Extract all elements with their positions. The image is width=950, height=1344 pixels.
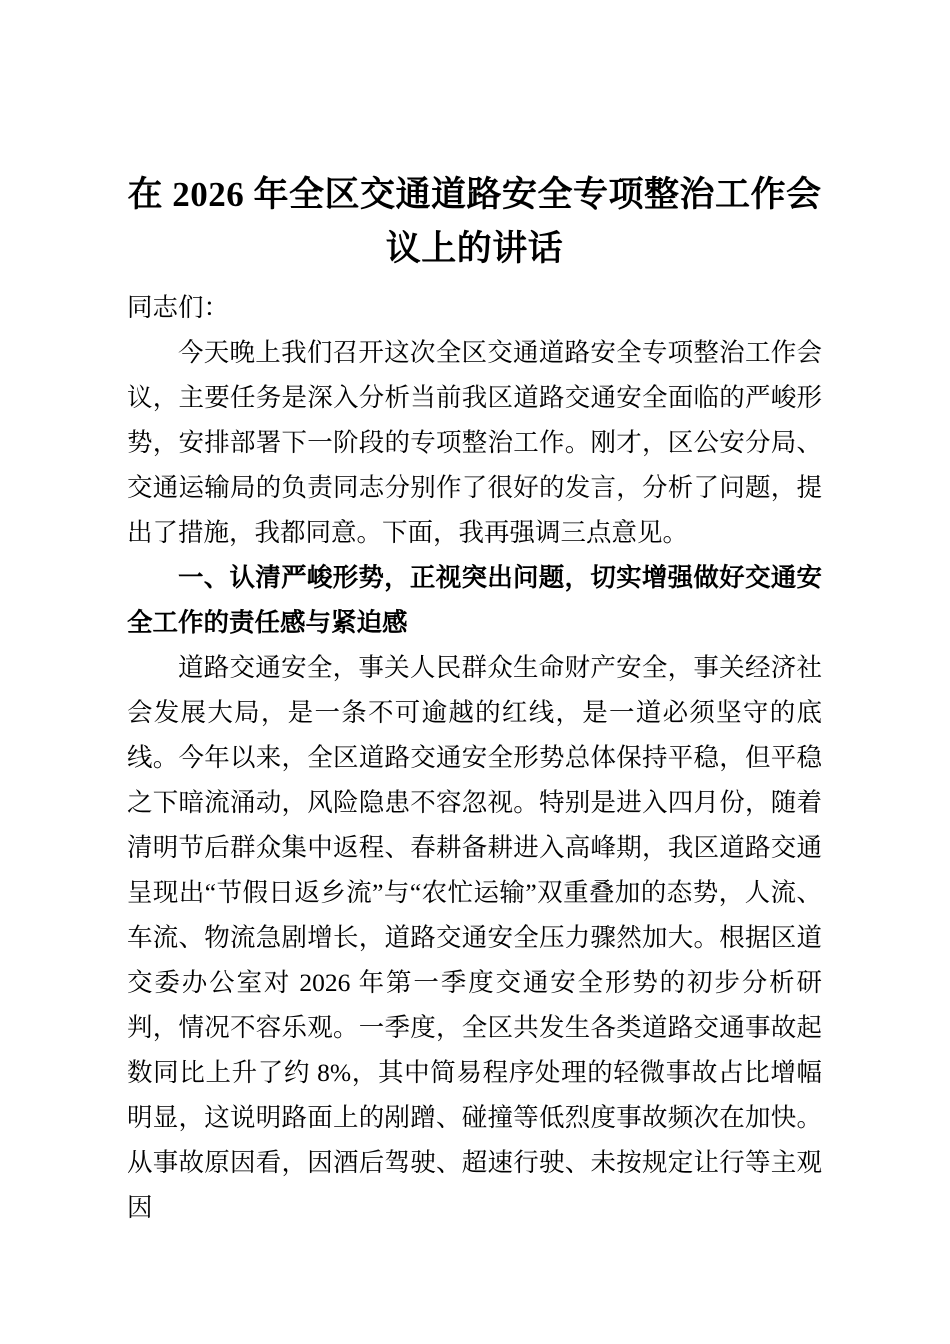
paragraph-opening: 今天晚上我们召开这次全区交通道路安全专项整治工作会议，主要任务是深入分析当前我区道路交通安全面临的严峻形势，安排部署下一阶段的专项整治工作。刚才，区公安分局、交通运输局的负责同志分别作了很好的发言，分析了问题，提出了措施，我都同意。下面，我再强调三点意见。: [127, 338, 822, 547]
document-title: 在 2026 年全区交通道路安全专项整治工作会议上的讲话: [127, 175, 822, 268]
paragraph-situation-analysis: 道路交通安全，事关人民群众生命财产安全，事关经济社会发展大局，是一条不可逾越的红线，是一道必须坚守的底线。今年以来，全区道路交通安全形势总体保持平稳，但平稳之下暗流涌动，风险隐患不容忽视。特别是进入四月份，随着清明节后群众集中返程、春耕备耕进入高峰期，我区道路交通呈现出“节假日返乡流”与“农忙运输”双重叠加的态势，人流、车流、物流急剧增长，道路交通安全压力骤然加大。根据区道交委办公室对 2026 年第一季度交通安全形势的初步分析研判，情况不容乐观。一季度，全区共发生各类道路交通事故起数同比上升了约 8%，其中简易程序处理的轻微事故占比增幅明显，这说明路面上的剐蹭、碰撞等低烈度事故频次在加快。从事故原因看，因酒后驾驶、超速行驶、未按规定让行等主观因: [127, 653, 822, 1222]
section-heading-1: 一、认清严峻形势，正视突出问题，切实增强做好交通安全工作的责任感与紧迫感: [127, 563, 822, 637]
salutation: 同志们：: [127, 293, 230, 322]
